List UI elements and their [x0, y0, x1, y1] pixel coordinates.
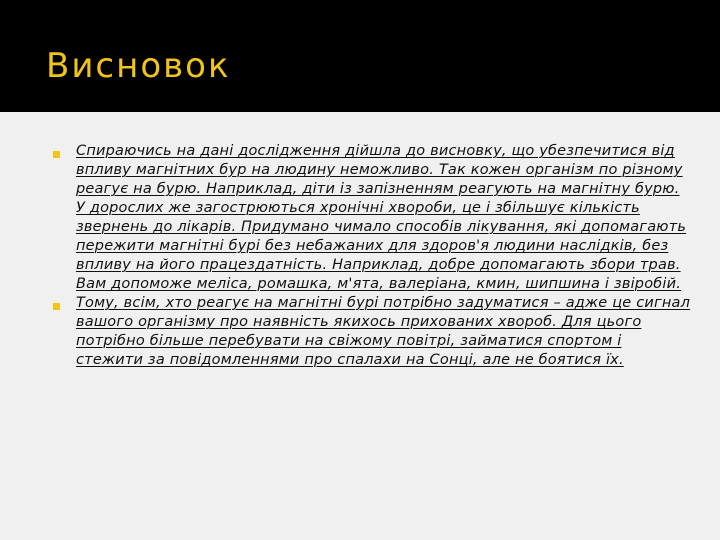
square-bullet-icon: [53, 303, 60, 310]
bullet-item: [52, 294, 692, 370]
square-bullet-icon: [53, 151, 60, 158]
bullet-text: Спираючись на дані дослідження дійшла до висновку, що убезпечитися від впливу магнітних бур на людину неможливо. Так кожен організм по різному реагує на бурю. Наприклад, діти із запізненням реагують на магнітну бурю. У дорослих же загострюються хронічні хвороби, це і збільшує кількість звернень до лікарів. Придумано чимало способів лікування, які допомагають пережити магнітні бурі без небажаних для здоров'я людини наслідків, без впливу на його працездатність. Наприклад, добре допомагають збори трав. Вам допоможе меліса, ромашка, м'ята, валеріана, кмин, шипшина і звіробій.: [76, 143, 687, 292]
bullet-list: [52, 142, 692, 370]
slide-title: Висновок: [46, 46, 231, 86]
title-bar: [0, 0, 720, 112]
bullet-text: Тому, всім, хто реагує на магнітні бурі потрібно задуматися – адже це сигнал вашого організму про наявність якихось прихованих хвороб. Для цього потрібно більше перебувати на свіжому повітрі, займатися спортом і стежити за повідомленнями про спалахи на Сонці, але не боятися їх.: [76, 295, 691, 368]
bullet-item: [52, 142, 692, 294]
